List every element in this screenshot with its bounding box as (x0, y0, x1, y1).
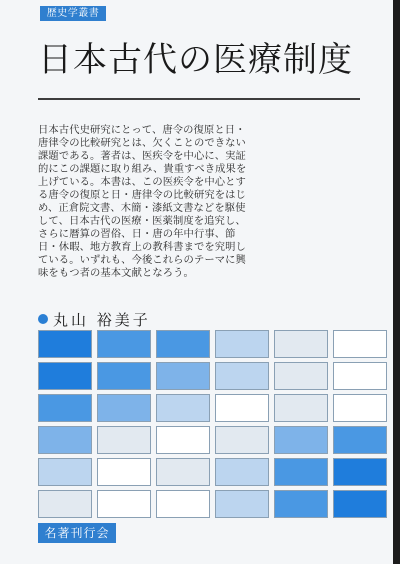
description-line: る唐令の復原と日・唐律令の比較研究をはじ (38, 189, 246, 201)
book-title: 日本古代の医療制度 (38, 40, 353, 80)
author-line (38, 311, 151, 327)
grid-tile (97, 490, 151, 518)
grid-tile (156, 394, 210, 422)
description-line: 上げている。本書は、この医疾令を中心とす (38, 176, 246, 188)
description-line: 課題である。著者は、医疾令を中心に、実証 (38, 150, 246, 162)
cover-edge (393, 0, 400, 564)
grid-tile (215, 394, 269, 422)
grid-tile (38, 458, 92, 486)
grid-tile (156, 330, 210, 358)
book-description (38, 124, 358, 280)
bullet-dot-icon (38, 314, 48, 324)
description-line: ている。いずれも、今後これらのテーマに興 (38, 254, 246, 266)
grid-tile (333, 426, 387, 454)
grid-tile (215, 490, 269, 518)
grid-tile (274, 458, 328, 486)
grid-tile (97, 394, 151, 422)
description-line: 日・休暇、地方教育上の教科書までを究明し (38, 241, 246, 253)
grid-tile (97, 458, 151, 486)
grid-tile (274, 330, 328, 358)
grid-tile (156, 426, 210, 454)
grid-tile (215, 458, 269, 486)
grid-tile (215, 426, 269, 454)
series-label: 歴史学叢書 (40, 6, 106, 21)
grid-tile (333, 458, 387, 486)
grid-tile (156, 362, 210, 390)
grid-tile (274, 426, 328, 454)
grid-tile (333, 330, 387, 358)
description-line: 日本古代史研究にとって、唐令の復原と日・ (38, 124, 246, 136)
grid-tile (156, 458, 210, 486)
grid-tile (38, 426, 92, 454)
author-name: 丸山 裕美子 (53, 310, 151, 329)
grid-tile (38, 394, 92, 422)
grid-tile (274, 362, 328, 390)
grid-tile (97, 362, 151, 390)
description-line: さらに暦算の習俗、日・唐の年中行事、節 (38, 228, 236, 240)
description-line: 唐律令の比較研究とは、欠くことのできない (38, 137, 246, 149)
description-line: 味をもつ者の基本文献となろう。 (38, 267, 194, 279)
publisher-label: 名著刊行会 (38, 523, 116, 543)
grid-tile (274, 394, 328, 422)
decorative-tile-grid (38, 330, 393, 521)
grid-tile (97, 426, 151, 454)
title-rule (38, 98, 360, 100)
grid-tile (97, 330, 151, 358)
grid-tile (38, 330, 92, 358)
grid-tile (333, 490, 387, 518)
description-line: め、正倉院文書、木簡・漆紙文書などを駆使 (38, 202, 246, 214)
grid-tile (215, 330, 269, 358)
grid-tile (156, 490, 210, 518)
grid-tile (38, 362, 92, 390)
grid-tile (333, 362, 387, 390)
grid-tile (274, 490, 328, 518)
grid-tile (38, 490, 92, 518)
grid-tile (333, 394, 387, 422)
grid-tile (215, 362, 269, 390)
description-line: して、日本古代の医療・医薬制度を追究し、 (38, 215, 246, 227)
description-line: 的にこの課題に取り組み、貴重すべき成果を (38, 163, 247, 175)
